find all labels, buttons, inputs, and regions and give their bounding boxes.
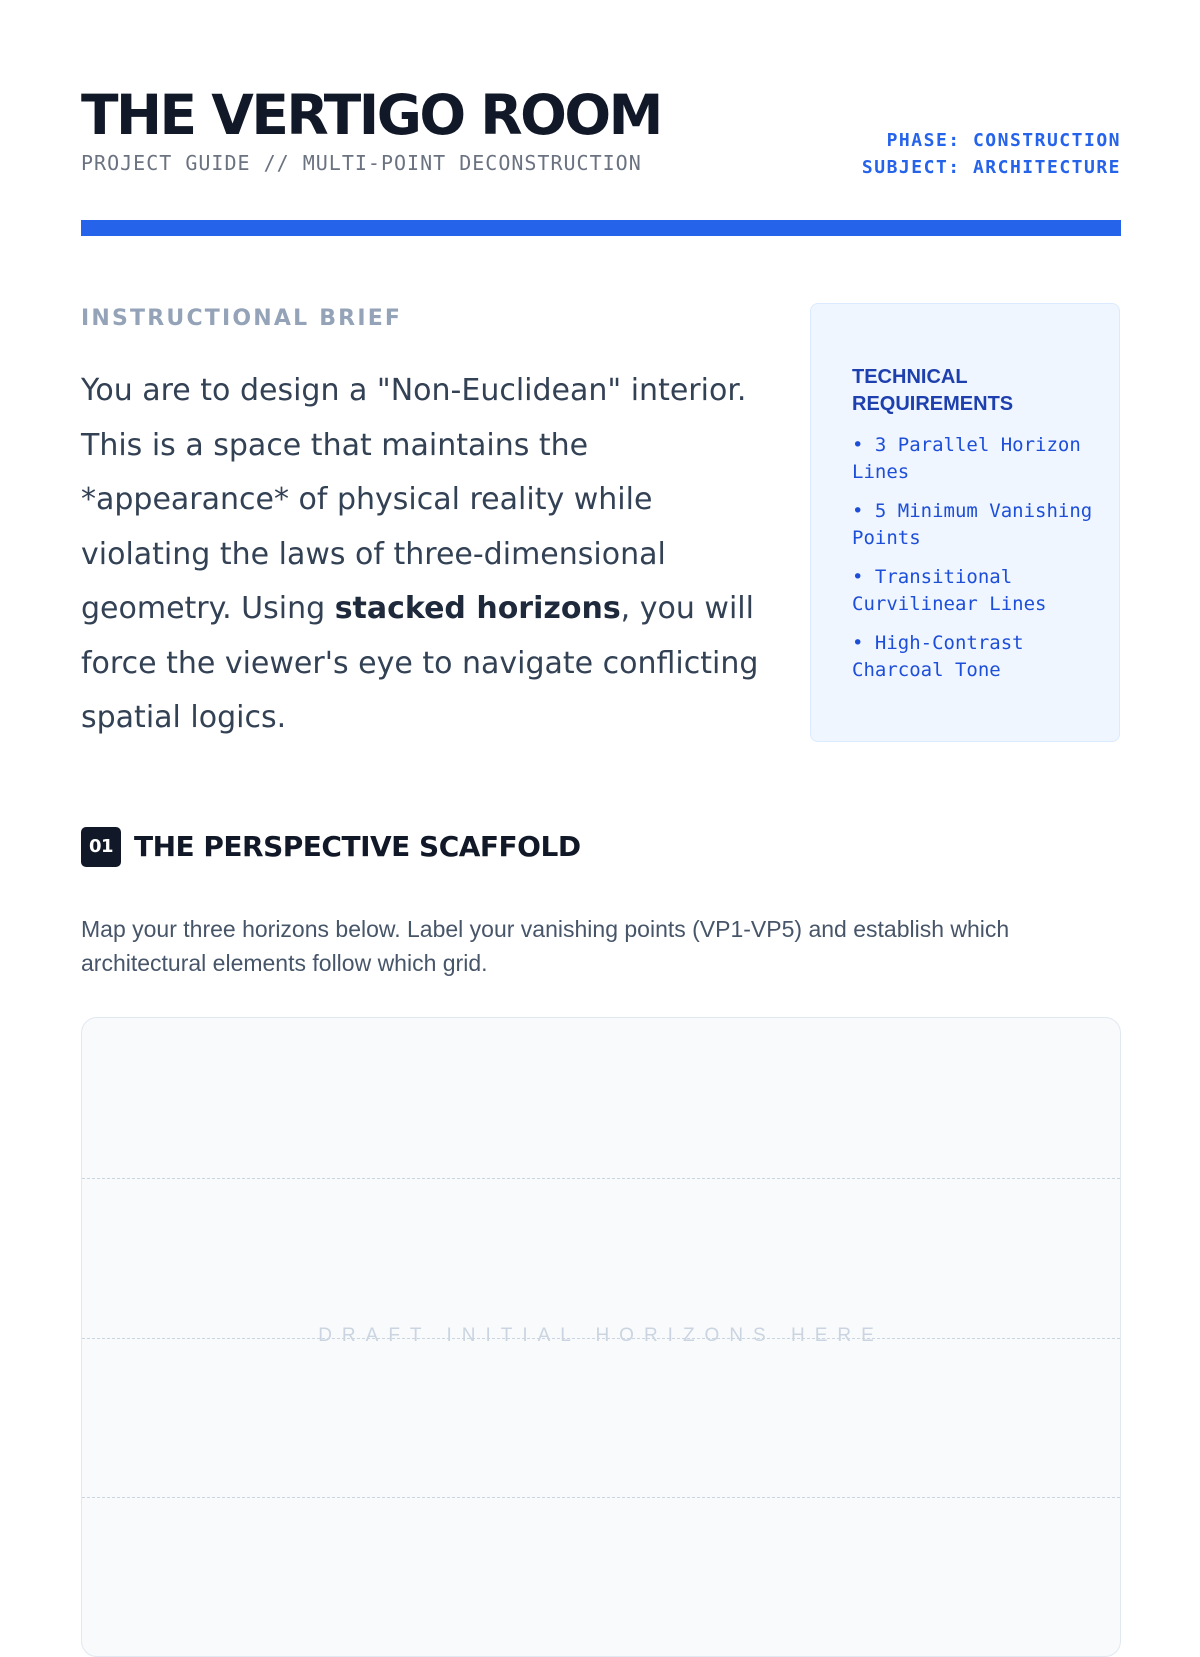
- section-number-badge: 01: [81, 827, 121, 867]
- brief-text-after: , you will force the viewer's eye to navigate conflicting spatial logics.: [81, 591, 759, 735]
- horizon-guide-line: [82, 1178, 1120, 1179]
- phase-label: PHASE: CONSTRUCTION: [886, 130, 1121, 151]
- requirement-item: • 3 Parallel Horizon Lines: [852, 434, 1081, 483]
- drawing-area-label: DRAFT INITIAL HORIZONS HERE: [318, 1325, 884, 1346]
- requirement-item: • High-Contrast Charcoal Tone: [852, 632, 1024, 681]
- requirements-title: TECHNICAL REQUIREMENTS: [852, 366, 1014, 415]
- project-meta: [862, 127, 1121, 181]
- page-subtitle: PROJECT GUIDE // MULTI-POINT DECONSTRUCTION: [81, 151, 642, 175]
- section-description: Map your three horizons below. Label your vanishing points (VP1-VP5) and establish which architectural elements follow which grid.: [81, 916, 1010, 976]
- requirements-list: [852, 432, 1102, 696]
- header-divider: [81, 220, 1121, 236]
- requirement-item: • Transitional Curvilinear Lines: [852, 566, 1047, 615]
- horizon-guide-line: [82, 1497, 1120, 1498]
- subject-label: SUBJECT: ARCHITECTURE: [861, 157, 1121, 178]
- page-header: [81, 85, 1121, 180]
- brief-text-before: You are to design a "Non-Euclidean" interior. This is a space that maintains the *appearance* of physical reality while violating the laws of three-dimensional geometry. Using: [81, 373, 747, 626]
- horizon-drawing-area[interactable]: [81, 1017, 1121, 1657]
- brief-heading: INSTRUCTIONAL BRIEF: [81, 306, 403, 331]
- brief-paragraph: [81, 364, 761, 746]
- requirement-item: • 5 Minimum Vanishing Points: [852, 500, 1093, 549]
- brief-text-emphasis: stacked horizons: [334, 591, 621, 626]
- section-title: THE PERSPECTIVE SCAFFOLD: [134, 830, 581, 863]
- requirements-card: [810, 303, 1120, 742]
- page-title: THE VERTIGO ROOM: [81, 83, 661, 147]
